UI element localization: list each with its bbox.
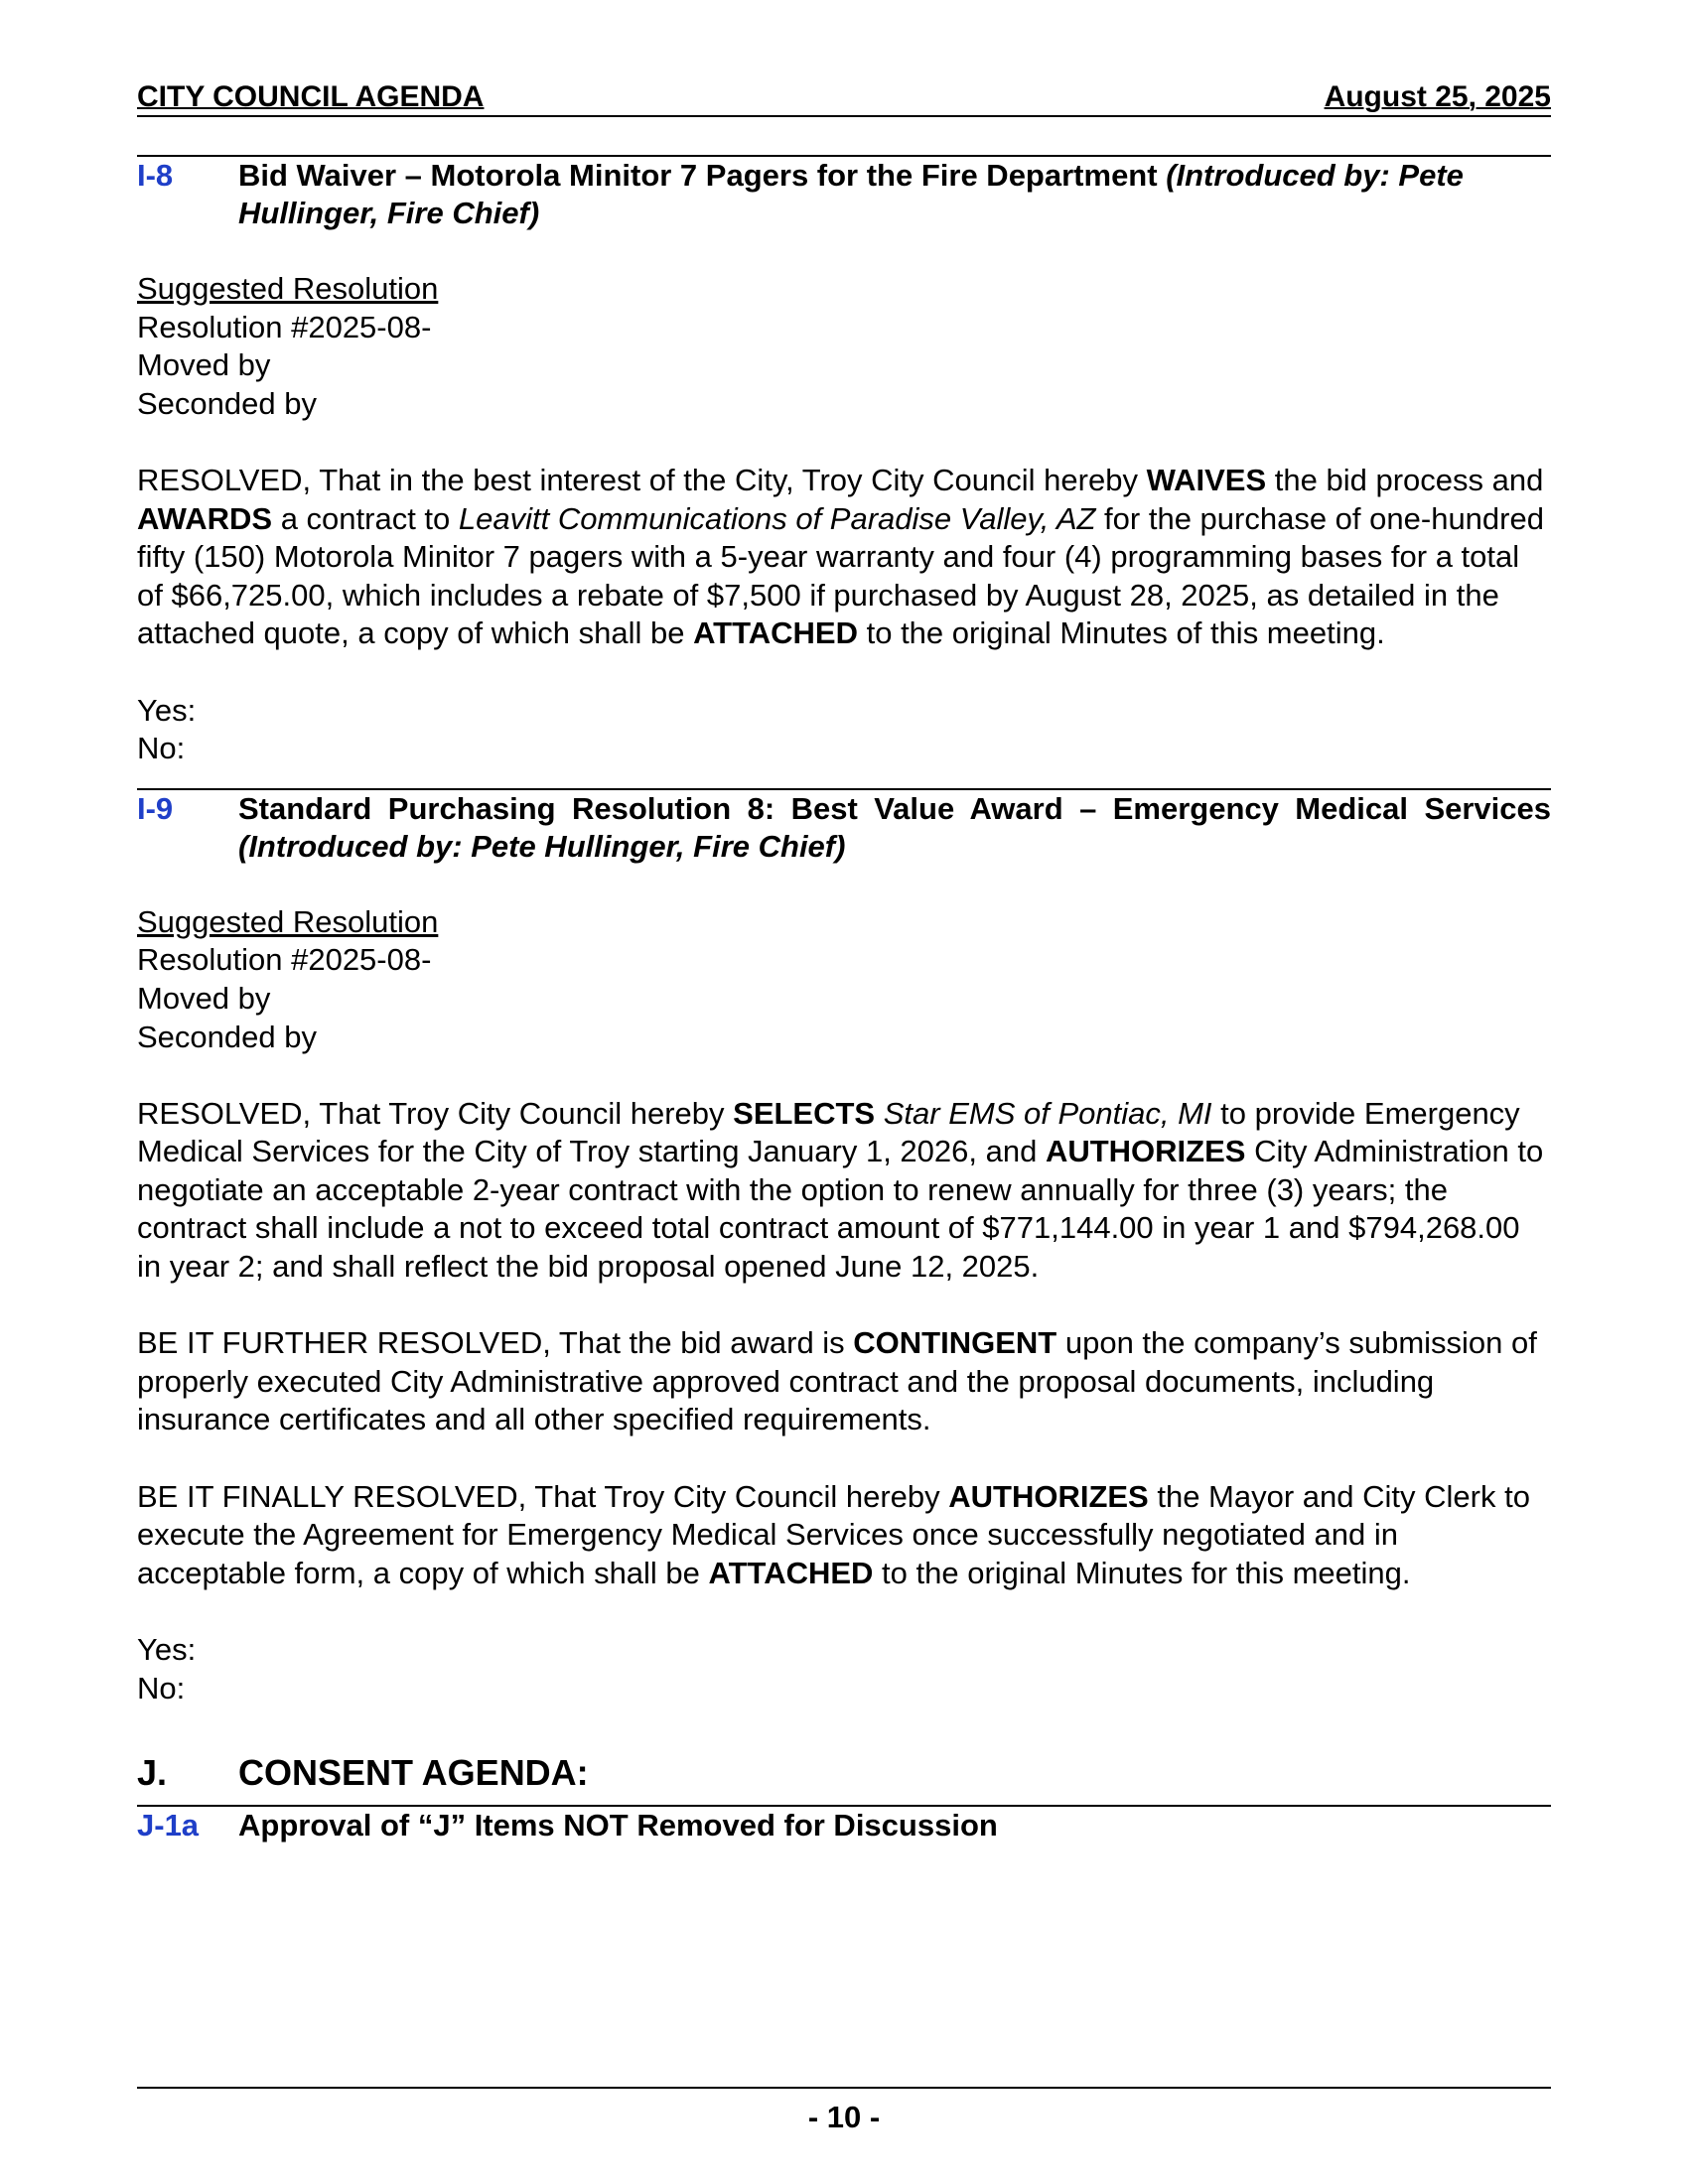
footer-divider — [137, 2087, 1551, 2089]
item-number: I-9 — [137, 790, 174, 826]
agenda-title: CITY COUNCIL AGENDA — [137, 80, 485, 113]
resolution-number: Resolution #2025-08- — [137, 309, 432, 344]
vote-yes: Yes: — [137, 1632, 197, 1667]
item-i8-heading — [137, 157, 1551, 232]
resolution-finally: BE IT FINALLY RESOLVED, That Troy City Council hereby AUTHORIZES the Mayor and City Clerk to execute the Agreement for Emergency Medical Services once successfully negotiated and in acceptable form, a copy of which shall be ATTACHED to the original Minutes for this meeting. — [137, 1478, 1530, 1590]
page-number: - 10 - — [807, 2100, 881, 2134]
resolution-further: BE IT FURTHER RESOLVED, That the bid award is CONTINGENT upon the company’s submission of properly executed City Administrative approved contract and the proposal documents, including insurance certificates and all other specified requirements. — [137, 1325, 1537, 1437]
item-title: Approval of “J” Items NOT Removed for Discussion — [238, 1808, 998, 1843]
resolution-body: RESOLVED, That in the best interest of the City, Troy City Council hereby WAIVES the bid process and AWARDS a contract to Leavitt Communications of Paradise Valley, AZ for the purchase of one-hundred fifty (150) Motorola Minitor 7 pagers with a 5-year warranty and four (4) programming bases for a total of $66,725.00, which includes a rebate of $7,500 if purchased by August 28, 2025, as detailed in the attached quote, a copy of which shall be ATTACHED to the original Minutes of this meeting. — [137, 462, 1544, 651]
section-letter: J. — [137, 1752, 168, 1794]
seconded-by: Seconded by — [137, 385, 317, 421]
vote-yes: Yes: — [137, 692, 197, 728]
item-j1a-heading — [137, 1807, 1551, 1844]
item-introduced-by: (Introduced by: Pete Hullinger, Fire Chief) — [238, 828, 846, 864]
agenda-date: August 25, 2025 — [1324, 80, 1551, 113]
item-number: I-8 — [137, 158, 174, 193]
moved-by: Moved by — [137, 347, 271, 383]
item-i9-heading — [137, 790, 1551, 866]
resolution-number: Resolution #2025-08- — [137, 942, 432, 978]
item-title: Standard Purchasing Resolution 8: Best Value Award – Emergency Medical Services (Introduced by: Pete Hullinger, Fire Chief) — [238, 790, 1551, 864]
moved-by: Moved by — [137, 980, 271, 1016]
agenda-page — [137, 79, 1551, 2134]
item-introduced-by: (Introduced by: Pete Hullinger, Fire Chief) — [238, 158, 1464, 230]
item-number: J-1a — [137, 1808, 200, 1843]
item-title: Bid Waiver – Motorola Minitor 7 Pagers for the Fire Department (Introduced by: Pete Hullinger, Fire Chief) — [238, 158, 1464, 230]
resolution-body: RESOLVED, That Troy City Council hereby SELECTS Star EMS of Pontiac, MI to provide Emergency Medical Services for the City of Troy starting January 1, 2026, and AUTHORIZES City Administration to negotiate an acceptable 2-year contract with the option to renew annually for three (3) years; the contract shall include a not to exceed total contract amount of $771,144.00 in year 1 and $794,268.00 in year 2; and shall reflect the bid proposal opened June 12, 2025. — [137, 1095, 1544, 1285]
section-j-heading — [137, 1751, 1551, 1795]
vote-no: No: — [137, 1670, 186, 1706]
section-title: CONSENT AGENDA: — [238, 1752, 589, 1794]
suggested-resolution-label: Suggested Resolution — [137, 903, 439, 939]
vote-no: No: — [137, 731, 186, 766]
page-header — [137, 79, 1551, 117]
suggested-resolution-label: Suggested Resolution — [137, 271, 439, 306]
seconded-by: Seconded by — [137, 1019, 317, 1054]
